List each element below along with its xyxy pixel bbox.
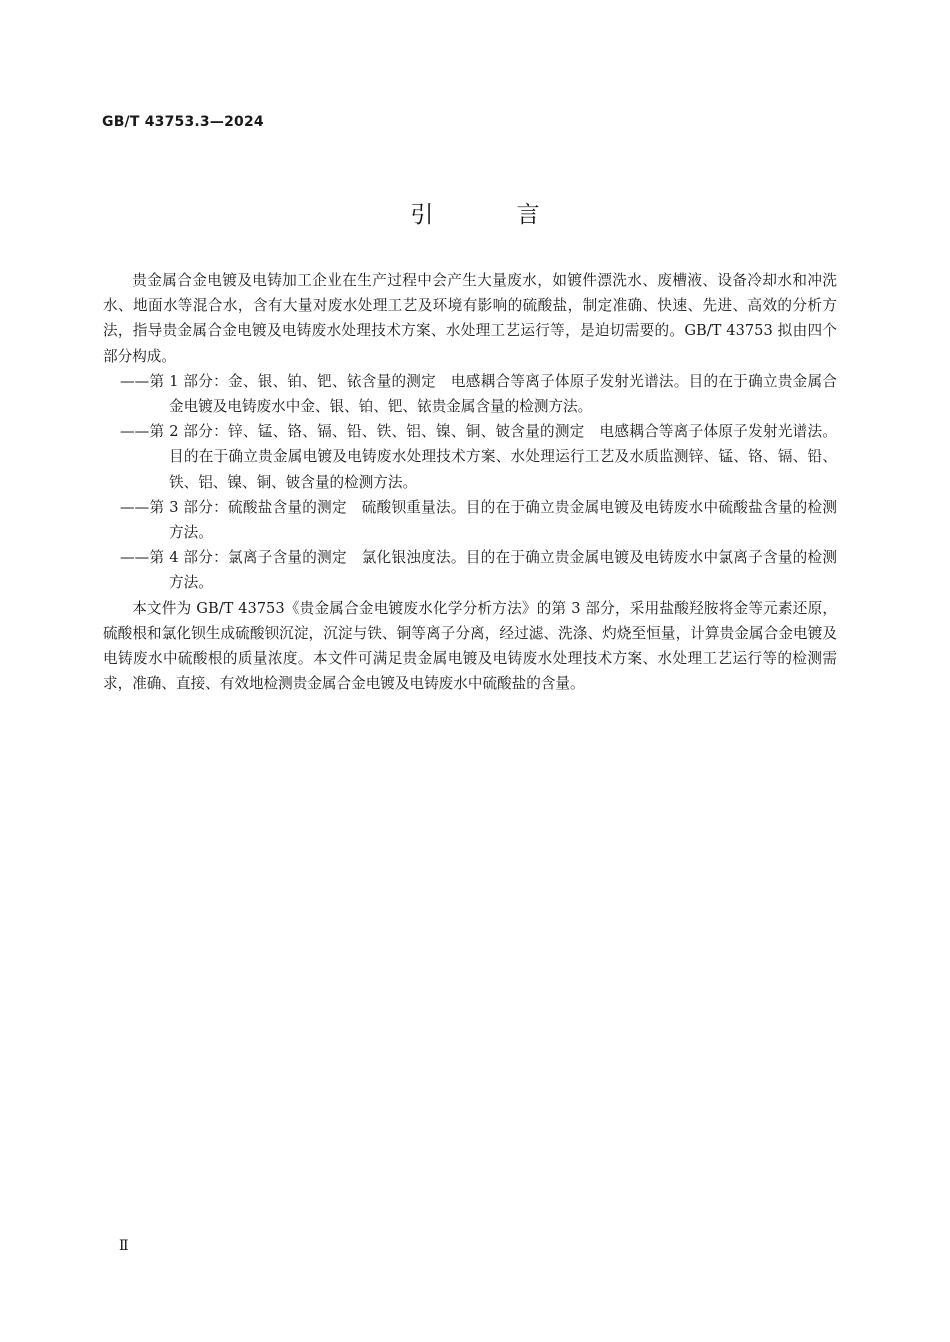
part-list-item-2: ——第 2 部分：锌、锰、铬、镉、铅、铁、铝、镍、铜、铍含量的测定 电感耦合等离子体原子发射光谱法。目的在于确立贵金属电镀及电铸废水处理技术方案、水处理运行工艺及水质监测锌、锰、铬、镉、铅、铁、铝、镍、铜、铍含量的检测方法。 [120, 423, 837, 491]
intro-paragraph: 贵金属合金电镀及电铸加工企业在生产过程中会产生大量废水，如镀件漂洗水、废槽液、设备冷却水和冲洗水、地面水等混合水，含有大量对废水处理工艺及环境有影响的硫酸盐，制定准确、快速、先进、高效的分析方法，指导贵金属合金电镀及电铸废水处理技术方案、水处理工艺运行等，是迫切需要的。GB/T 43753 拟由四个部分构成。 [103, 272, 837, 365]
part-list-item-3: ——第 3 部分：硫酸盐含量的测定 硫酸钡重量法。目的在于确立贵金属电镀及电铸废水中硫酸盐含量的检测方法。 [120, 498, 837, 542]
part-list-item-4: ——第 4 部分：氯离子含量的测定 氯化银浊度法。目的在于确立贵金属电镀及电铸废水中氯离子含量的检测方法。 [120, 549, 837, 592]
page-title: 引 言 [410, 202, 578, 228]
closing-paragraph: 本文件为 GB/T 43753《贵金属合金电镀废水化学分析方法》的第 3 部分，采用盐酸羟胺将金等元素还原，硫酸根和氯化钡生成硫酸钡沉淀，沉淀与铁、铜等离子分离，经过滤、洗涤、灼烧至恒量，计算贵金属合金电镀及电铸废水中硫酸根的质量浓度。本文件可满足贵金属电镀及电铸废水处理技术方案、水处理工艺运行等的检测需求，准确、直接、有效地检测贵金属合金电镀及电铸废水中硫酸盐的含量。 [103, 599, 837, 693]
page-number: Ⅱ [119, 1238, 129, 1254]
part-list-item-1: ——第 1 部分：金、银、铂、钯、铱含量的测定 电感耦合等离子体原子发射光谱法。目的在于确立贵金属合金电镀及电铸废水中金、银、铂、钯、铱贵金属含量的检测方法。 [120, 372, 837, 416]
introduction-body [103, 268, 837, 696]
standard-code: GB/T 43753.3—2024 [102, 114, 264, 130]
